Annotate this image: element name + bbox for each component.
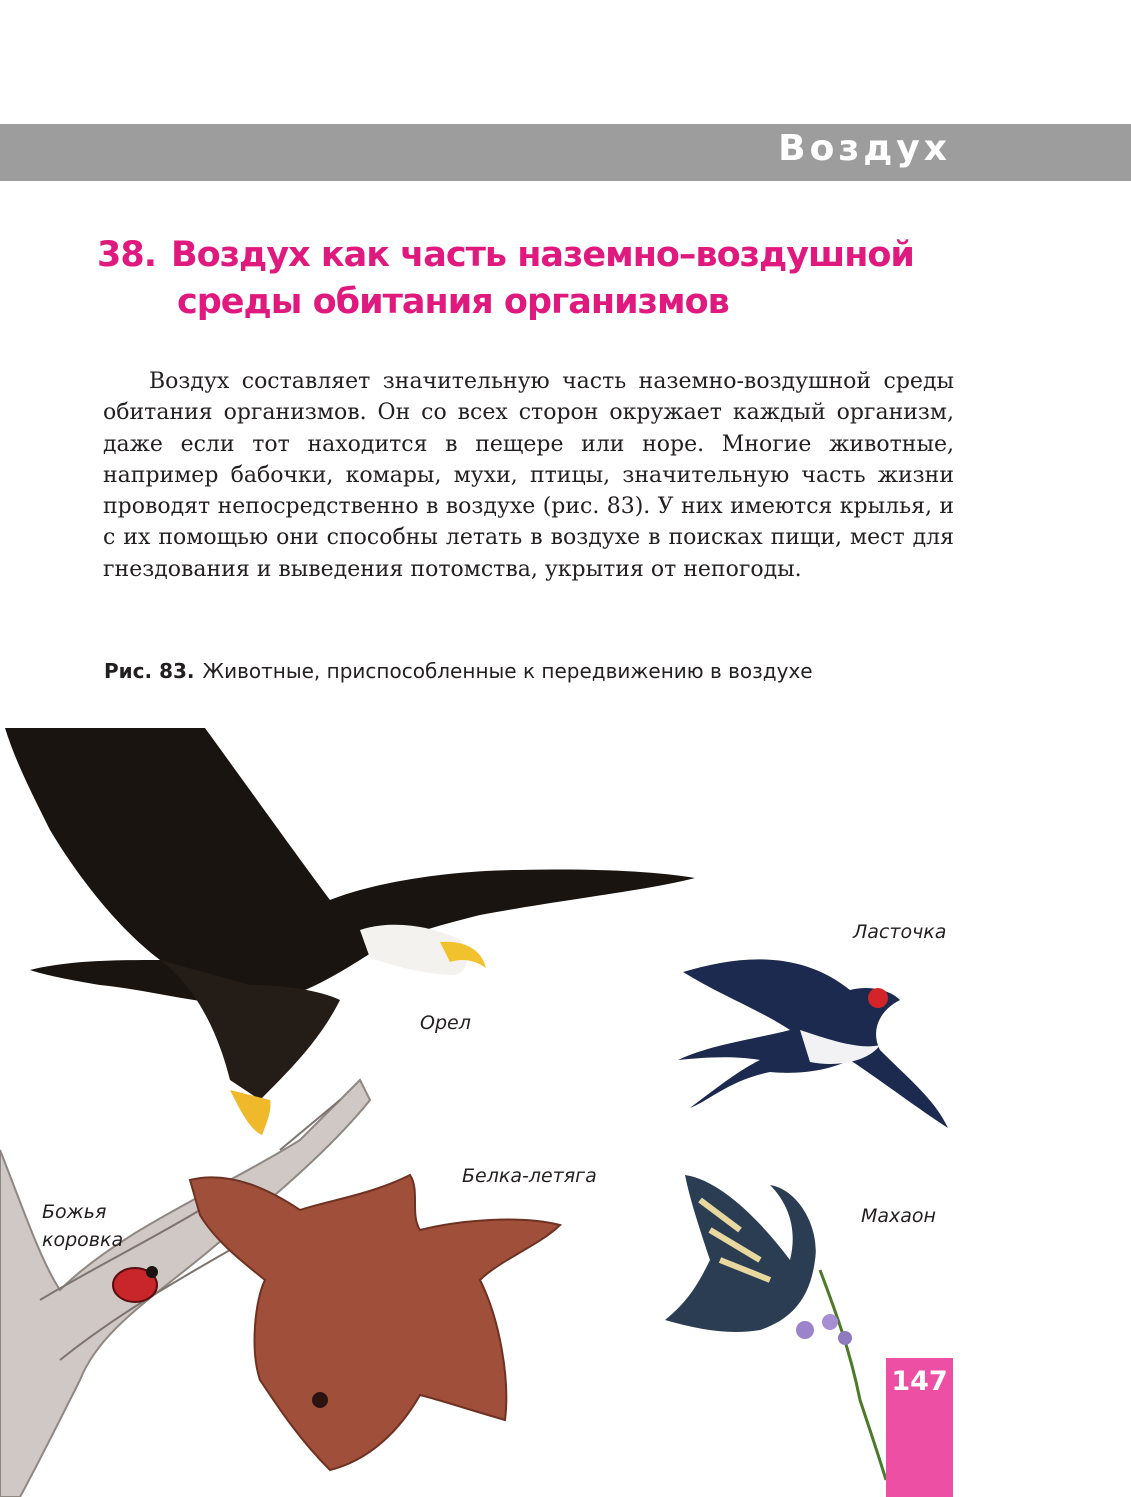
label-swallowtail: Махаон [861,1205,936,1227]
heading-line-2: среды обитания организмов [177,282,729,322]
heading-line-1: Воздух как часть наземно–воздушной [171,235,914,275]
page-number: 147 [891,1366,948,1397]
flying-squirrel-image [190,1175,560,1470]
section-title: Воздух [778,128,951,169]
label-ladybug-line-2: коровка [42,1229,124,1251]
body-paragraph: Воздух составляет значительную часть наземно-воздушной среды обитания организмов. Он со всех сторон окружает каждый организм, даже если тот находится в пещере или норе. Многие животные, например бабочки, комары, мухи, птицы, значительную часть жизни проводят непосредственно в воздухе (рис. 83). У них имеются крылья, и с их помощью они способны летать в воздухе в поисках пищи, мест для гнездования и выведения потомства, укрытия от непогоды. [103,369,954,582]
label-swallow: Ласточка [853,921,947,943]
paragraph-number: 38. [97,235,157,275]
label-ladybug-line-1: Божья [42,1201,107,1223]
figure-caption [104,659,813,683]
swallowtail-image [665,1175,886,1480]
paragraph-heading [97,232,997,326]
swallow-image [678,959,948,1128]
figure-caption-text: Животные, приспособленные к передвижению в воздухе [202,659,813,683]
label-flying-squirrel: Белка-летяга [462,1165,597,1187]
eagle-image [5,728,695,1135]
animals-illustration [0,724,1131,1497]
figure-caption-label: Рис. 83. [104,659,195,683]
label-eagle: Орел [420,1012,471,1034]
section-band [0,124,1131,181]
label-ladybug [42,1198,123,1254]
